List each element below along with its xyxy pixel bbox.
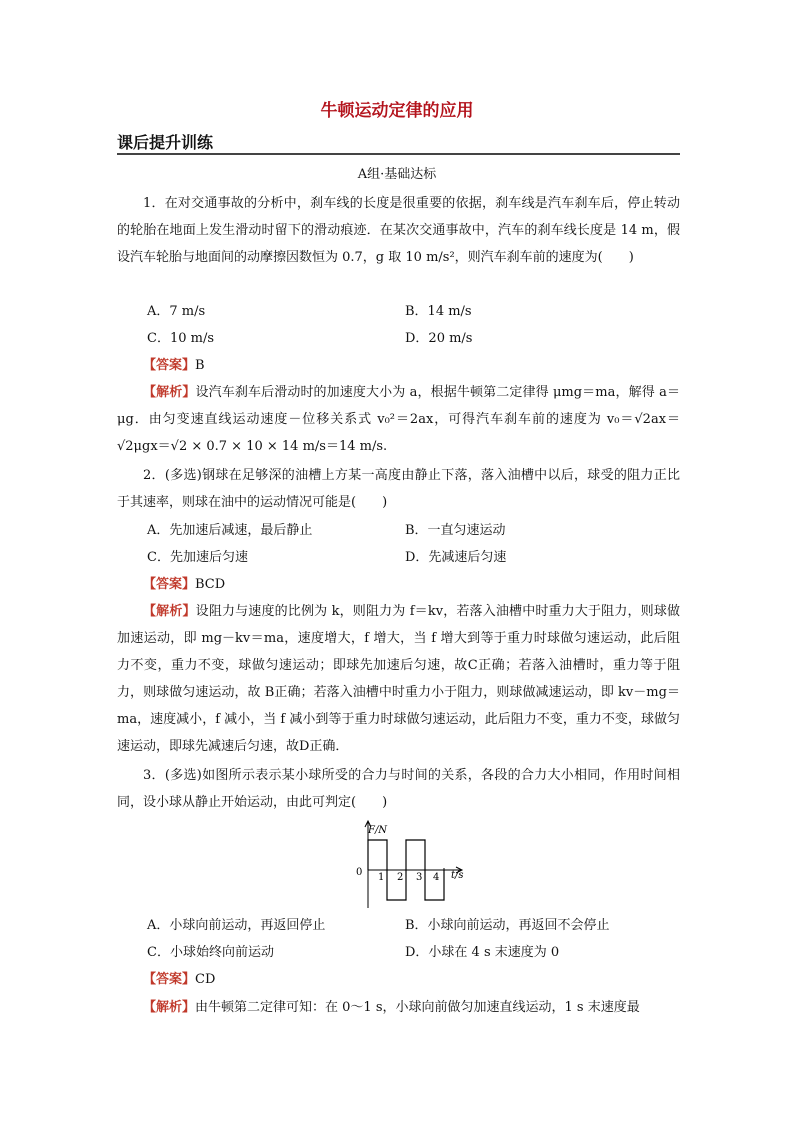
tick-label-3: 3 xyxy=(416,872,423,883)
section-divider xyxy=(117,153,680,155)
question-1-stem: 1．在对交通事故的分析中，刹车线的长度是很重要的依据，刹车线是汽车刹车后，停止转动的轮胎在地面上发生滑动时留下的滑动痕迹．在某次交通事故中，汽车的刹车线长度是 14 m，假设汽车轮胎与地面间的动摩擦因数恒为 0.7，g 取 10 m/s²，则汽车刹车前的速度为( ) xyxy=(117,196,680,265)
q2-explanation-text: 设阻力与速度的比例为 k，则阻力为 f＝kv，若落入油槽中时重力大于阻力，则球做加速运动，即 mg－kv＝ma，速度增大，f 增大，当 f 增大到等于重力时球做匀速运动，此后阻力不变，重力不变，球做匀速运动；即球先加速后匀速，故C正确；若落入油槽时，重力等于阻力，则球做匀速运动，故 B正确；若落入油槽中时重力小于阻力，则球做减速运动，即 kv－mg＝ma，速度减小，f 减小，当 f 减小到等于重力时球做匀速运动，此后阻力不变，重力不变，球做匀速运动，即球先减速后匀速，故D正确． xyxy=(117,604,680,754)
q3-option-c: C．小球始终向前运动 xyxy=(147,945,274,960)
explanation-tag: 【解析】 xyxy=(143,385,196,400)
data-point xyxy=(424,899,425,900)
tick-label-4: 4 xyxy=(433,872,440,883)
data-point xyxy=(405,839,406,840)
origin-label: 0 xyxy=(356,867,363,878)
question-3-stem: 3．(多选)如图所示表示某小球所受的合力与时间的关系，各段的合力大小相同，作用时间相同，设小球从静止开始运动，由此可判定( ) xyxy=(117,768,680,810)
q2-answer-value: BCD xyxy=(195,577,226,592)
data-point xyxy=(367,839,368,840)
tick-label-2: 2 xyxy=(397,872,404,883)
y-axis-label: F/N xyxy=(368,825,388,836)
answer-tag: 【答案】 xyxy=(143,577,196,592)
data-point xyxy=(386,899,387,900)
q2-option-d: D．先减速后匀速 xyxy=(405,550,507,565)
answer-tag: 【答案】 xyxy=(143,972,196,987)
data-point xyxy=(405,899,406,900)
q3-answer xyxy=(143,966,215,993)
q2-explanation xyxy=(117,598,680,760)
q1-answer-value: B xyxy=(195,358,205,373)
q3-answer-value: CD xyxy=(195,972,216,987)
q3-explanation xyxy=(117,994,680,1021)
q3-option-b: B．小球向前运动，再返回不会停止 xyxy=(405,918,610,933)
q1-explanation-text: 设汽车刹车后滑动时的加速度大小为 a，根据牛顿第二定律得 μmg＝ma，解得 a＝μg．由匀变速直线运动速度－位移关系式 v₀²＝2ax，可得汽车刹车前的速度为 v₀＝√2ax＝√2μgx＝√2 × 0.7 × 10 × 14 m/s＝14 m/s. xyxy=(117,385,680,454)
data-point xyxy=(424,839,425,840)
q3-option-a: A．小球向前运动，再返回停止 xyxy=(147,918,326,933)
q3-explanation-text: 由牛顿第二定律可知：在 0～1 s，小球向前做匀加速直线运动，1 s 末速度最 xyxy=(195,1000,640,1015)
data-point xyxy=(386,839,387,840)
q1-option-b: B．14 m/s xyxy=(405,304,472,319)
section-heading: 课后提升训练 xyxy=(117,133,214,152)
q2-option-b: B．一直匀速运动 xyxy=(405,523,506,538)
tick-label-1: 1 xyxy=(378,872,385,883)
q1-option-d: D．20 m/s xyxy=(405,331,473,346)
data-point xyxy=(443,899,444,900)
explanation-tag: 【解析】 xyxy=(143,604,196,619)
page-title: 牛顿运动定律的应用 xyxy=(320,101,474,121)
q1-option-a: A．7 m/s xyxy=(147,304,206,319)
answer-tag: 【答案】 xyxy=(143,358,196,373)
explanation-tag: 【解析】 xyxy=(143,1000,196,1015)
group-title: A组·基础达标 xyxy=(357,167,437,182)
q2-answer xyxy=(143,571,225,598)
q3-option-d: D．小球在 4 s 末速度为 0 xyxy=(405,945,560,960)
q1-answer xyxy=(143,352,205,379)
q2-option-c: C．先加速后匀速 xyxy=(147,550,248,565)
x-axis-label: t/s xyxy=(451,870,464,881)
q1-option-c: C．10 m/s xyxy=(147,331,214,346)
q2-option-a: A．先加速后减速，最后静止 xyxy=(147,523,313,538)
question-2-stem: 2．(多选)钢球在足够深的油槽上方某一高度由静止下落，落入油槽中以后，球受的阻力正比于其速率，则球在油中的运动情况可能是( ) xyxy=(117,468,680,510)
force-time-graph xyxy=(350,818,480,910)
q1-explanation xyxy=(117,379,680,460)
